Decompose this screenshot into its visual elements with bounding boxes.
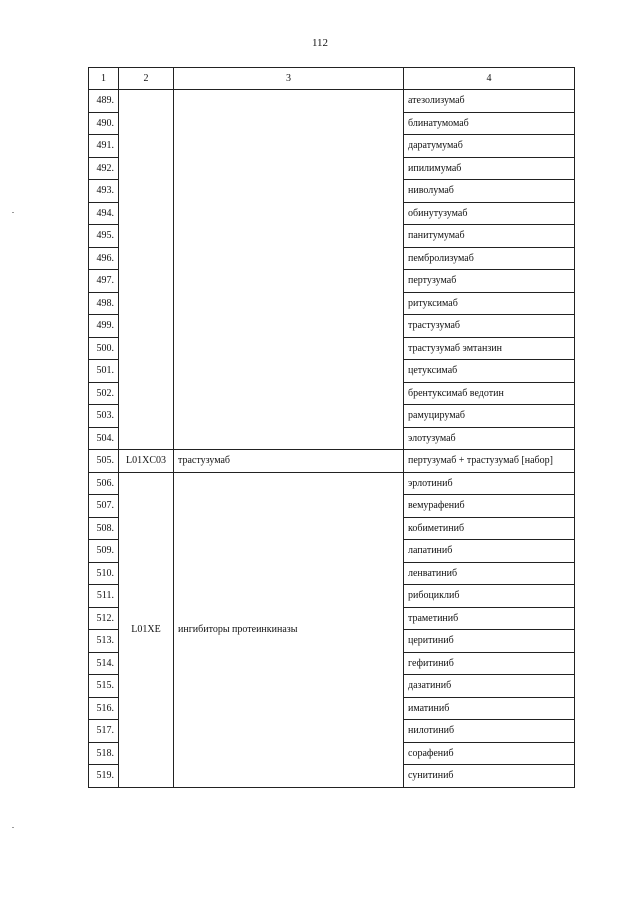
row-number: 501. [89,360,119,383]
drug-name: сорафениб [404,742,575,765]
margin-mark [12,827,14,828]
row-number: 512. [89,607,119,630]
drug-name: пертузумаб + трастузумаб [набор] [404,450,575,473]
drug-name: цетуксимаб [404,360,575,383]
row-number: 507. [89,495,119,518]
drug-name: пембролизумаб [404,247,575,270]
table-header-row [89,68,575,90]
row-number: 514. [89,652,119,675]
drug-name: гефитиниб [404,652,575,675]
row-number: 498. [89,292,119,315]
atc-code-cell: L01XE [119,472,174,787]
drug-name: даратумумаб [404,135,575,158]
row-number: 497. [89,270,119,293]
row-number: 505. [89,450,119,473]
row-number: 506. [89,472,119,495]
row-number: 513. [89,630,119,653]
row-number: 504. [89,427,119,450]
row-number: 492. [89,157,119,180]
drug-name: блинатумомаб [404,112,575,135]
row-number: 510. [89,562,119,585]
drug-name: сунитиниб [404,765,575,788]
table-row [89,450,575,473]
drug-name: вемурафениб [404,495,575,518]
row-number: 509. [89,540,119,563]
drug-name: лапатиниб [404,540,575,563]
row-number: 499. [89,315,119,338]
row-number: 489. [89,90,119,113]
drug-name: нилотиниб [404,720,575,743]
row-number: 511. [89,585,119,608]
drug-name: брентуксимаб ведотин [404,382,575,405]
row-number: 503. [89,405,119,428]
column-header-1: 1 [89,68,119,90]
row-number: 494. [89,202,119,225]
drug-name: пертузумаб [404,270,575,293]
row-number: 517. [89,720,119,743]
row-number: 496. [89,247,119,270]
drug-name: рибоциклиб [404,585,575,608]
drug-name: иматиниб [404,697,575,720]
drug-name: ниволумаб [404,180,575,203]
row-number: 515. [89,675,119,698]
drug-name: панитумумаб [404,225,575,248]
drug-name: эрлотиниб [404,472,575,495]
atc-code-cell: L01XC03 [119,450,174,473]
drug-name: ипилимумаб [404,157,575,180]
group-name-cell [174,90,404,450]
drug-name: ритуксимаб [404,292,575,315]
group-name-cell: ингибиторы протеинкиназы [174,472,404,787]
drug-name: кобиметиниб [404,517,575,540]
drug-name: ленватиниб [404,562,575,585]
drug-name: рамуцирумаб [404,405,575,428]
table-row [89,472,575,495]
drug-table [88,67,575,788]
row-number: 500. [89,337,119,360]
drug-name: трастузумаб [404,315,575,338]
row-number: 519. [89,765,119,788]
column-header-4: 4 [404,68,575,90]
row-number: 490. [89,112,119,135]
atc-code-cell [119,90,174,450]
row-number: 495. [89,225,119,248]
row-number: 493. [89,180,119,203]
row-number: 518. [89,742,119,765]
row-number: 516. [89,697,119,720]
column-header-2: 2 [119,68,174,90]
margin-mark [12,212,14,213]
drug-name: трастузумаб эмтанзин [404,337,575,360]
row-number: 491. [89,135,119,158]
drug-name: элотузумаб [404,427,575,450]
drug-name: обинутузумаб [404,202,575,225]
row-number: 502. [89,382,119,405]
drug-name: траметиниб [404,607,575,630]
table-row [89,90,575,113]
column-header-3: 3 [174,68,404,90]
page-number: 112 [311,37,329,49]
group-name-cell: трастузумаб [174,450,404,473]
drug-name: церитиниб [404,630,575,653]
row-number: 508. [89,517,119,540]
drug-name: дазатиниб [404,675,575,698]
drug-name: атезолизумаб [404,90,575,113]
